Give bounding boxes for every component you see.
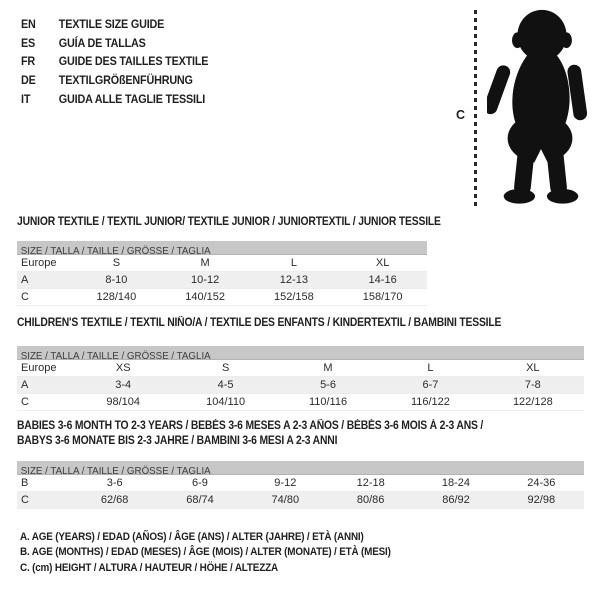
footnote-height: C. (cm) HEIGHT / ALTURA / HAUTEUR / HÖHE / ALTEZZA xyxy=(20,561,278,574)
value-cell: 68/74 xyxy=(186,494,214,506)
size-header-label: SIZE / TALLA / TAILLE / GRÖSSE / TAGLIA xyxy=(20,350,211,362)
value-cell: 80/86 xyxy=(356,494,385,506)
row-label-cell: Europe xyxy=(21,362,57,374)
language-row-de xyxy=(21,71,208,90)
size-header-band xyxy=(17,346,584,360)
table-row-height xyxy=(17,289,427,306)
arm-shape xyxy=(567,64,588,121)
size-header-band xyxy=(17,461,584,475)
foot-shape xyxy=(547,189,578,204)
row-label-cell: C xyxy=(21,291,29,303)
value-cell: 6-7 xyxy=(422,379,439,391)
footnote-age-months: B. AGE (MONTHS) / EDAD (MESES) / ÂGE (MOIS) / ALTER (MONATE) / ETÀ (MESI) xyxy=(20,546,391,559)
table-row-age xyxy=(17,272,427,289)
value-cell: 24-36 xyxy=(527,477,556,489)
language-row-it xyxy=(21,89,208,108)
value-cell: 86/92 xyxy=(442,494,470,506)
size-header-label: SIZE / TALLA / TAILLE / GRÖSSE / TAGLIA xyxy=(20,245,211,257)
value-cell: 3-6 xyxy=(106,477,123,489)
table-junior xyxy=(17,241,427,306)
arm-shape xyxy=(487,63,512,116)
value-cell: 10-12 xyxy=(191,274,220,286)
value-cell: 158/170 xyxy=(362,291,403,303)
babies-section-title xyxy=(17,419,483,448)
language-code: FR xyxy=(21,54,36,69)
foot-shape xyxy=(504,189,535,204)
value-cell: 140/152 xyxy=(185,291,225,303)
value-cell: 62/68 xyxy=(100,494,129,506)
height-label-c: C xyxy=(456,108,466,122)
table-babies xyxy=(17,461,584,509)
footnote-age-years: A. AGE (YEARS) / EDAD (AÑOS) / ÂGE (ANS) / ALTER (JAHRE) / ETÀ (ANNI) xyxy=(20,531,364,543)
value-cell: 12-13 xyxy=(279,274,308,286)
toddler-silhouette-image xyxy=(487,5,593,207)
language-row-fr xyxy=(21,52,208,71)
value-cell: 122/128 xyxy=(512,396,553,408)
value-cell: 92/98 xyxy=(527,494,556,506)
language-code: DE xyxy=(21,73,36,88)
value-cell: XS xyxy=(115,362,131,374)
language-code: ES xyxy=(21,35,36,50)
dashed-height-line xyxy=(474,10,477,207)
row-label-cell: Europe xyxy=(21,257,57,269)
value-cell: 110/116 xyxy=(308,396,348,408)
value-cell: 3-4 xyxy=(115,379,132,391)
language-name: TEXTILE SIZE GUIDE xyxy=(58,17,165,32)
value-cell: 104/110 xyxy=(206,396,246,408)
row-label-cell: B xyxy=(21,477,29,489)
value-cell: 116/122 xyxy=(410,396,450,408)
value-cell: L xyxy=(290,257,297,269)
table-row-height xyxy=(17,394,584,411)
table-children xyxy=(17,346,584,411)
value-cell: L xyxy=(427,362,434,374)
row-label-cell: A xyxy=(21,274,29,286)
value-cell: 5-6 xyxy=(320,379,336,391)
babies-title-line-2: BABYS 3-6 MONATE BIS 2-3 JAHRE / BAMBINI 3-6 MESI A 2-3 ANNI xyxy=(17,434,338,447)
table-row-height xyxy=(17,492,584,509)
language-name: TEXTILGRÖßENFÜHRUNG xyxy=(58,73,193,88)
value-cell: M xyxy=(323,362,333,374)
value-cell: XL xyxy=(375,257,390,269)
language-code: EN xyxy=(21,17,36,32)
junior-section-title: JUNIOR TEXTILE / TEXTIL JUNIOR/ TEXTILE JUNIOR / JUNIORTEXTIL / JUNIOR TESSILE xyxy=(17,216,441,228)
value-cell: 7-8 xyxy=(524,379,541,391)
value-cell: 74/80 xyxy=(271,494,300,506)
size-header-label: SIZE / TALLA / TAILLE / GRÖSSE / TAGLIA xyxy=(20,465,211,477)
value-cell: 128/140 xyxy=(96,291,137,303)
value-cell: 4-5 xyxy=(217,379,234,391)
language-code: IT xyxy=(21,91,31,106)
value-cell: S xyxy=(112,257,121,269)
head-shape xyxy=(517,10,566,61)
footnotes xyxy=(20,531,432,577)
table-row-age xyxy=(17,377,584,394)
children-section-title: CHILDREN'S TEXTILE / TEXTIL NIÑO/A / TEXTILE DES ENFANTS / KINDERTEXTIL / BAMBINI TESSILE xyxy=(17,317,502,329)
row-label-cell: A xyxy=(21,379,29,391)
language-name: GUÍA DE TALLAS xyxy=(58,35,146,50)
language-name: GUIDE DES TAILLES TEXTILE xyxy=(58,54,209,69)
language-row-en xyxy=(21,15,208,34)
value-cell: XL xyxy=(526,362,540,374)
value-cell: 18-24 xyxy=(441,477,471,489)
row-label-cell: C xyxy=(21,396,29,408)
babies-title-line-1: BABIES 3-6 MONTH TO 2-3 YEARS / BEBÉS 3-6 MESES A 2-3 AÑOS / BÉBÉS 3-6 MOIS À 2-3 ANS / xyxy=(17,420,484,432)
row-label-cell: C xyxy=(21,494,29,506)
value-cell: S xyxy=(221,362,230,374)
value-cell: 98/104 xyxy=(106,396,141,408)
value-cell: M xyxy=(200,257,210,269)
language-name: GUIDA ALLE TAGLIE TESSILI xyxy=(58,91,206,106)
language-list xyxy=(21,15,229,108)
size-header-band xyxy=(17,241,427,255)
value-cell: 14-16 xyxy=(368,274,397,286)
language-row-es xyxy=(21,34,208,53)
value-cell: 6-9 xyxy=(192,477,208,489)
value-cell: 12-18 xyxy=(356,477,385,489)
value-cell: 152/158 xyxy=(273,291,314,303)
value-cell: 8-10 xyxy=(105,274,128,286)
value-cell: 9-12 xyxy=(274,477,297,489)
